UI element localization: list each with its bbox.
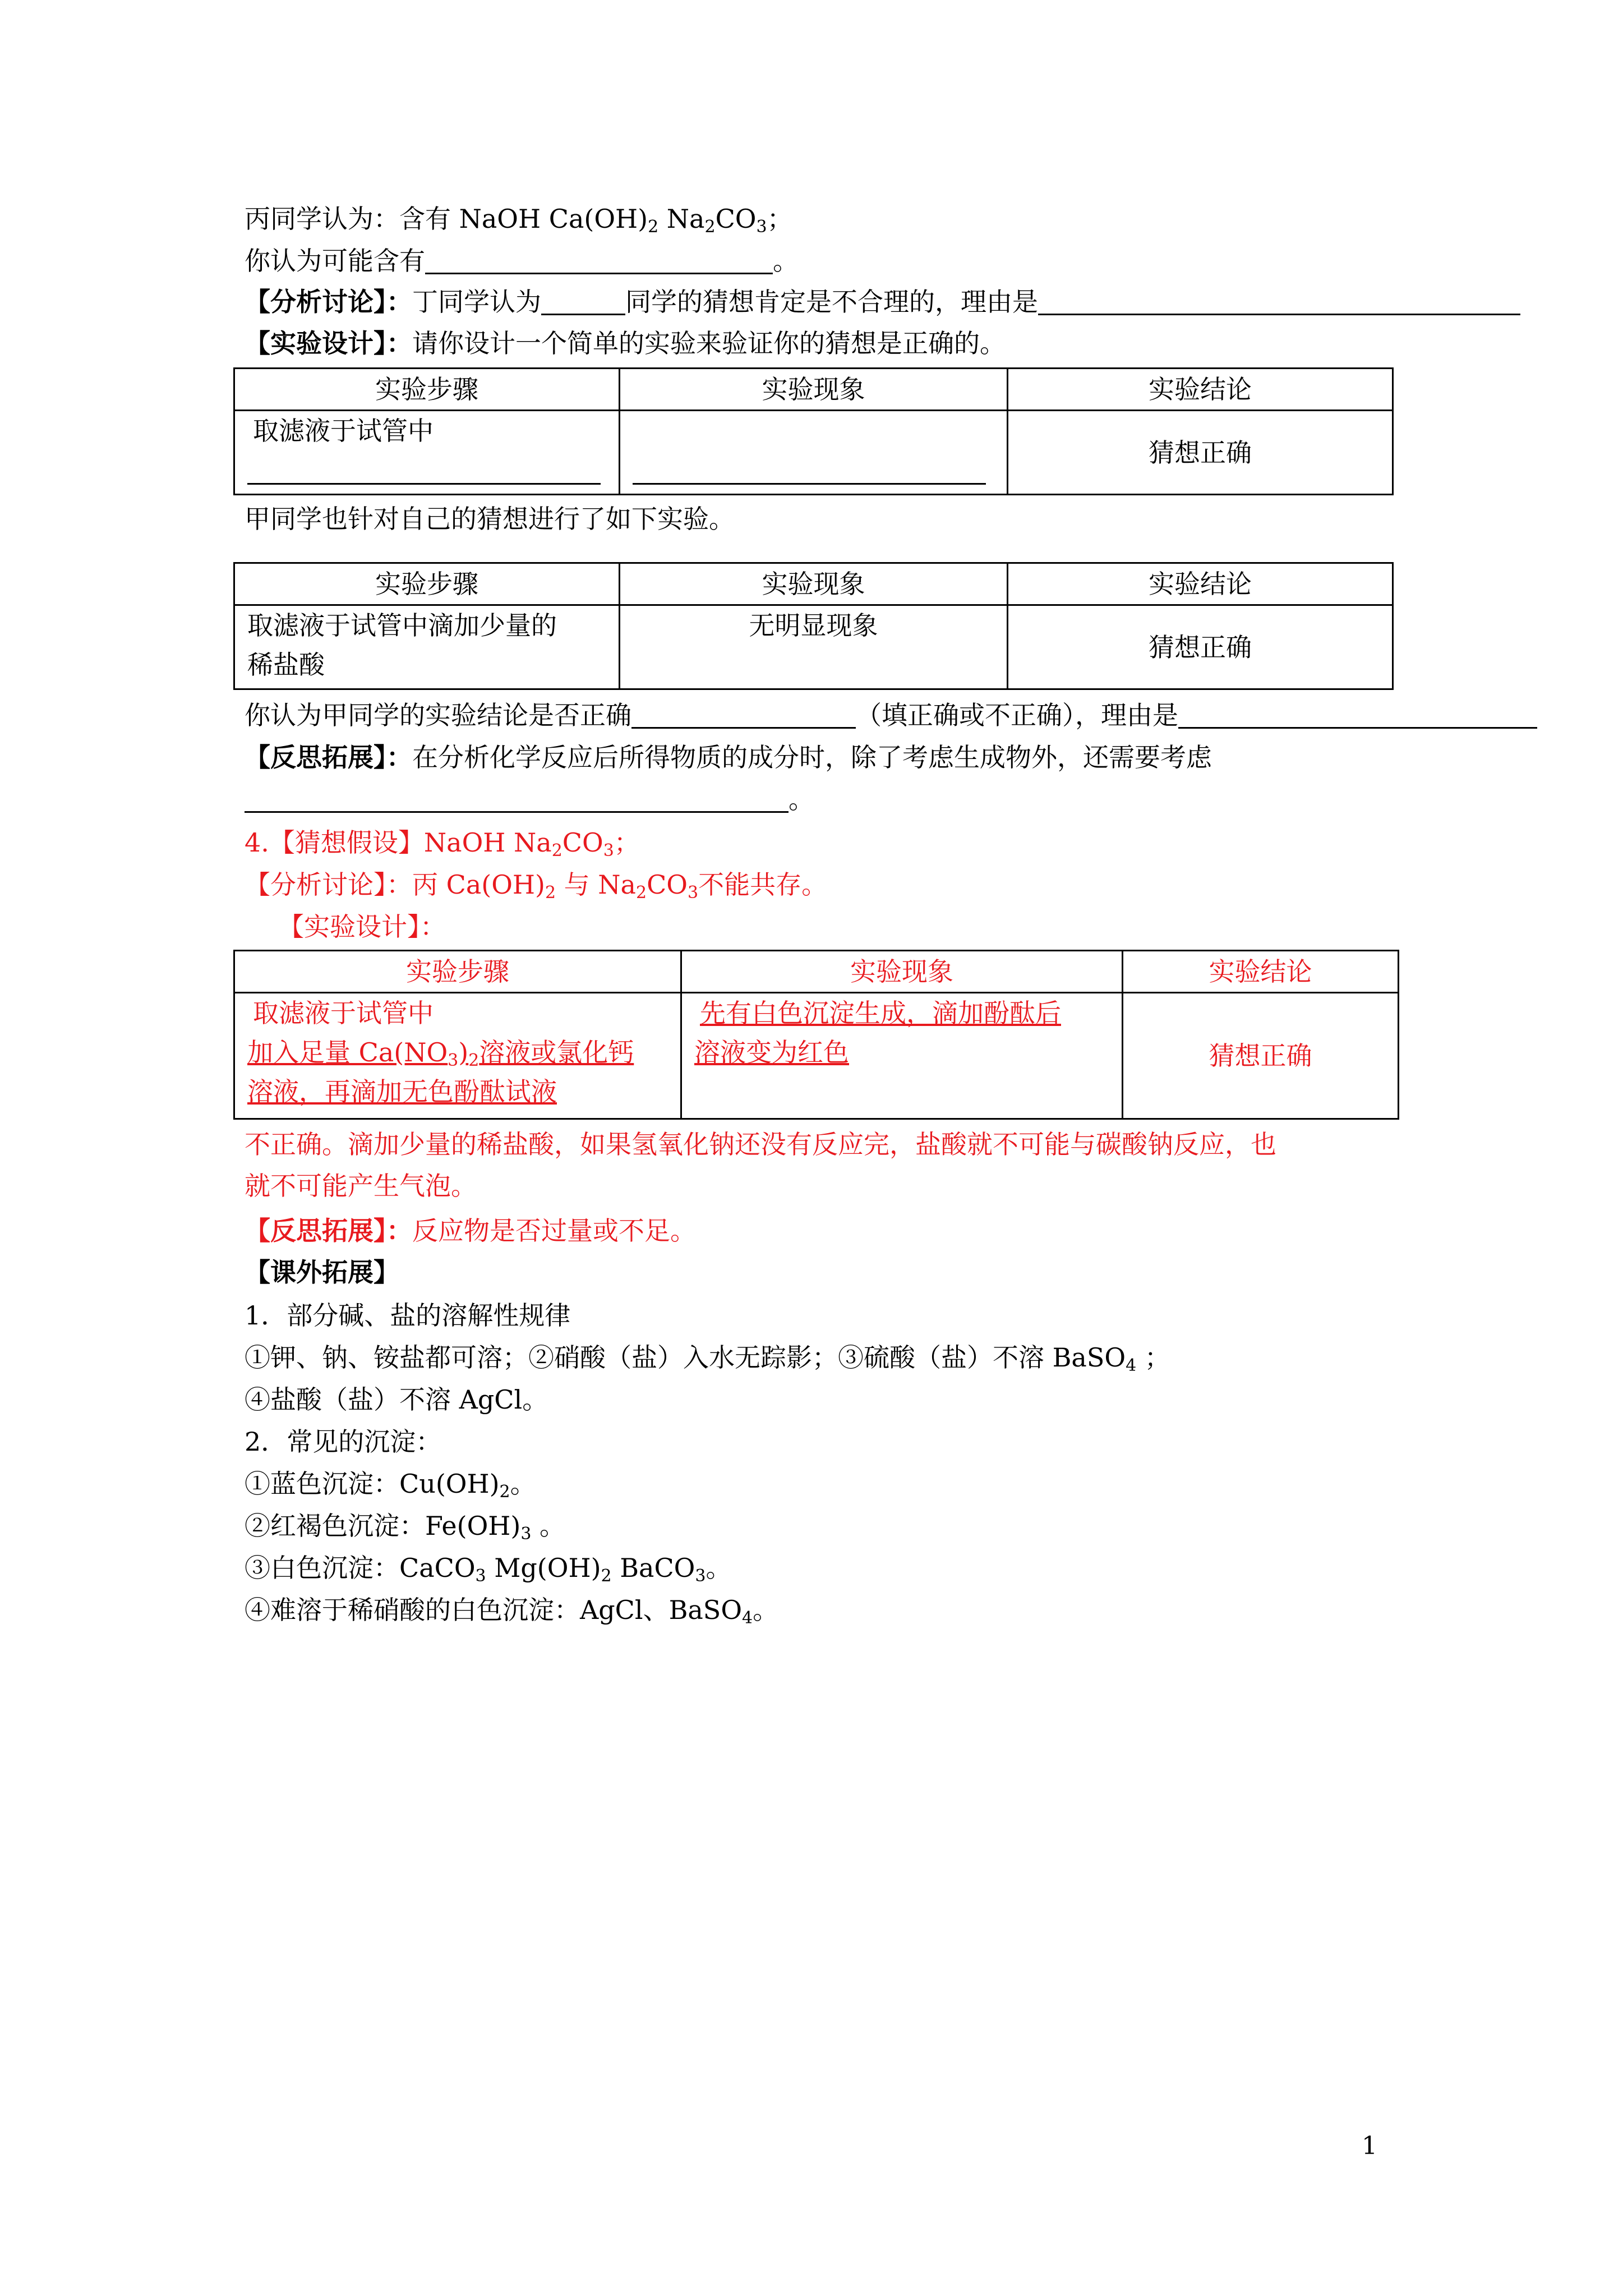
answer-blank[interactable] xyxy=(425,246,773,274)
subscript: 2 xyxy=(601,1566,612,1586)
subscript: 3 xyxy=(688,883,699,903)
text-fragment: 。 xyxy=(789,784,814,815)
text-fragment: 同学的猜想肯定是不合理的，理由是 xyxy=(625,287,1038,317)
extension-h2: 2．常见的沉淀： xyxy=(245,1427,442,1457)
subscript: 3 xyxy=(603,841,614,861)
design-line xyxy=(245,326,1006,360)
subscript: 4 xyxy=(1126,1356,1137,1375)
analysis-label: 【分析讨论】： xyxy=(245,287,412,317)
text-fragment: ①蓝色沉淀：Cu(OH) xyxy=(245,1469,500,1499)
precipitate-white xyxy=(245,1551,731,1585)
answer-incorrect-line2: 就不可能产生气泡。 xyxy=(245,1171,477,1201)
precipitate-blue xyxy=(245,1467,536,1501)
text-fragment: 请你设计一个简单的实验来验证你的猜想是正确的。 xyxy=(412,328,1006,358)
text-fragment: BaCO xyxy=(611,1553,695,1583)
you-think-text: 你认为可能含有 xyxy=(245,246,425,276)
text-fragment: 。 xyxy=(773,246,799,276)
phenomenon-cell[interactable] xyxy=(620,411,1008,495)
subscript: 3 xyxy=(756,217,767,237)
text-fragment: CO xyxy=(647,869,688,900)
answer-incorrect-line1: 不正确。滴加少量的稀盐酸，如果氢氧化钠还没有反应完，盐酸就不可能与碳酸钠反应，也 xyxy=(245,1129,1276,1159)
step-cell xyxy=(234,993,681,1119)
answer-analysis-line xyxy=(245,868,827,901)
step-line3: 溶液，再滴加无色酚酞试液 xyxy=(247,1076,557,1107)
text-fragment: 在分析化学反应后所得物质的成分时，除了考虑生成物外，还需要考虑 xyxy=(412,742,1212,772)
answer-blank[interactable] xyxy=(633,456,986,485)
extension-h1: 1．部分碱、盐的溶解性规律 xyxy=(245,1300,571,1331)
step-text-line2: 稀盐酸 xyxy=(247,650,325,680)
text-fragment: ③白色沉淀：CaCO xyxy=(245,1553,476,1583)
text-fragment: 。 xyxy=(753,1595,779,1625)
text-fragment: ； xyxy=(614,827,640,858)
answer-design-label: 【实验设计】： xyxy=(278,912,446,942)
header-phenomenon: 实验现象 xyxy=(681,951,1123,993)
experiment-table-2 xyxy=(233,562,1394,690)
reflect-label: 【反思拓展】： xyxy=(245,742,412,772)
text-fragment: 溶液或氯化钙 xyxy=(479,1037,634,1068)
header-step: 实验步骤 xyxy=(234,563,620,605)
header-step: 实验步骤 xyxy=(234,369,620,411)
text-fragment: （填正确或不正确），理由是 xyxy=(856,700,1178,730)
jia-intro-line: 甲同学也针对自己的猜想进行了如下实验。 xyxy=(245,504,735,534)
phenomenon-line2: 溶液变为红色 xyxy=(694,1037,849,1068)
reflect-line xyxy=(245,740,1212,774)
step-text-line1: 取滤液于试管中滴加少量的 xyxy=(247,610,557,641)
text-fragment: ) xyxy=(458,1037,469,1068)
subscript: 2 xyxy=(635,883,647,903)
text-fragment: CO xyxy=(562,827,603,858)
header-phenomenon: 实验现象 xyxy=(620,369,1008,411)
header-phenomenon: 实验现象 xyxy=(620,563,1008,605)
subscript: 2 xyxy=(499,1482,510,1502)
answer-blank[interactable] xyxy=(247,456,601,485)
answer-blank[interactable] xyxy=(1038,287,1520,315)
table-header-row xyxy=(234,369,1393,411)
subscript: 3 xyxy=(475,1566,486,1586)
header-conclusion: 实验结论 xyxy=(1008,369,1393,411)
bing-hypothesis-line xyxy=(245,202,793,236)
phenomenon-cell xyxy=(681,993,1123,1119)
text-fragment: 4.【猜想假设】NaOH Na xyxy=(245,827,552,858)
text-fragment: Mg(OH) xyxy=(486,1553,601,1583)
text-fragment: 不能共存。 xyxy=(698,869,828,900)
answer-blank[interactable] xyxy=(541,287,625,315)
subscript: 2 xyxy=(551,841,562,861)
text-fragment: ④难溶于稀硝酸的白色沉淀：AgCl、BaSO xyxy=(245,1595,743,1625)
solubility-rule-1 xyxy=(245,1341,1170,1374)
step-line2 xyxy=(247,1033,668,1072)
phenomenon-cell: 无明显现象 xyxy=(620,605,1008,689)
text-fragment: 【分析讨论】：丙 Ca(OH) xyxy=(245,869,545,900)
header-conclusion: 实验结论 xyxy=(1123,951,1399,993)
subscript: 4 xyxy=(742,1608,753,1628)
reflect-blank-line xyxy=(245,783,814,816)
extension-title: 【课外拓展】 xyxy=(245,1257,399,1287)
answer-blank[interactable] xyxy=(631,700,856,729)
judge-line xyxy=(245,698,1537,732)
subscript: 2 xyxy=(648,217,659,237)
step-cell[interactable] xyxy=(234,411,620,495)
subscript: 2 xyxy=(468,1051,479,1070)
text-fragment: 。 xyxy=(706,1553,732,1583)
conclusion-cell: 猜想正确 xyxy=(1008,411,1393,495)
step-text: 取滤液于试管中 xyxy=(253,416,434,446)
text-fragment: CO xyxy=(715,204,757,234)
text-fragment: 你认为甲同学的实验结论是否正确 xyxy=(245,700,631,730)
table-row xyxy=(234,605,1393,689)
table-row xyxy=(234,411,1393,495)
answer-reflect-line xyxy=(245,1214,696,1248)
answer-blank[interactable] xyxy=(245,784,789,813)
text-fragment: ； xyxy=(1136,1342,1170,1373)
solubility-rule-2: ④盐酸（盐）不溶 AgCl。 xyxy=(245,1384,548,1415)
step-cell xyxy=(234,605,620,689)
step-line1: 取滤液于试管中 xyxy=(253,998,434,1028)
conclusion-cell: 猜想正确 xyxy=(1008,605,1393,689)
text-fragment: 与 Na xyxy=(556,869,636,900)
you-think-line xyxy=(245,244,799,278)
text-fragment: 反应物是否过量或不足。 xyxy=(412,1216,696,1246)
text-fragment: 。 xyxy=(510,1469,536,1499)
text-fragment: Na xyxy=(658,204,705,234)
table-header-row xyxy=(234,951,1399,993)
page-number: 1 xyxy=(1362,2132,1377,2160)
header-step: 实验步骤 xyxy=(234,951,681,993)
conclusion-cell: 猜想正确 xyxy=(1123,993,1399,1119)
text-fragment: ②红褐色沉淀：Fe(OH) xyxy=(245,1511,521,1541)
answer-blank[interactable] xyxy=(1178,700,1537,729)
design-label: 【实验设计】： xyxy=(245,328,412,358)
answer-experiment-table xyxy=(233,950,1399,1120)
table-row xyxy=(234,993,1399,1119)
phenomenon-line1: 先有白色沉淀生成，滴加酚酞后 xyxy=(700,998,1061,1028)
reflect-label: 【反思拓展】： xyxy=(245,1216,412,1246)
subscript: 2 xyxy=(704,217,716,237)
subscript: 3 xyxy=(448,1051,459,1070)
text-fragment: 加入足量 Ca(NO xyxy=(247,1037,448,1068)
header-conclusion: 实验结论 xyxy=(1008,563,1393,605)
answer-hypothesis-line xyxy=(245,826,640,859)
subscript: 3 xyxy=(695,1566,706,1586)
experiment-table-1 xyxy=(233,367,1394,495)
table-header-row xyxy=(234,563,1393,605)
subscript: 3 xyxy=(520,1524,532,1544)
text-fragment: ； xyxy=(767,204,793,234)
subscript: 2 xyxy=(545,883,556,903)
text-fragment: ①钾、钠、铵盐都可溶；②硝酸（盐）入水无踪影；③硫酸（盐）不溶 BaSO xyxy=(245,1342,1126,1373)
precipitate-red-brown xyxy=(245,1509,565,1543)
precipitate-insoluble xyxy=(245,1593,778,1627)
analysis-line xyxy=(245,285,1520,319)
bing-text: 丙同学认为：含有 NaOH Ca(OH) xyxy=(245,204,648,234)
text-fragment: 丁同学认为 xyxy=(412,287,541,317)
text-fragment: 。 xyxy=(531,1511,566,1541)
